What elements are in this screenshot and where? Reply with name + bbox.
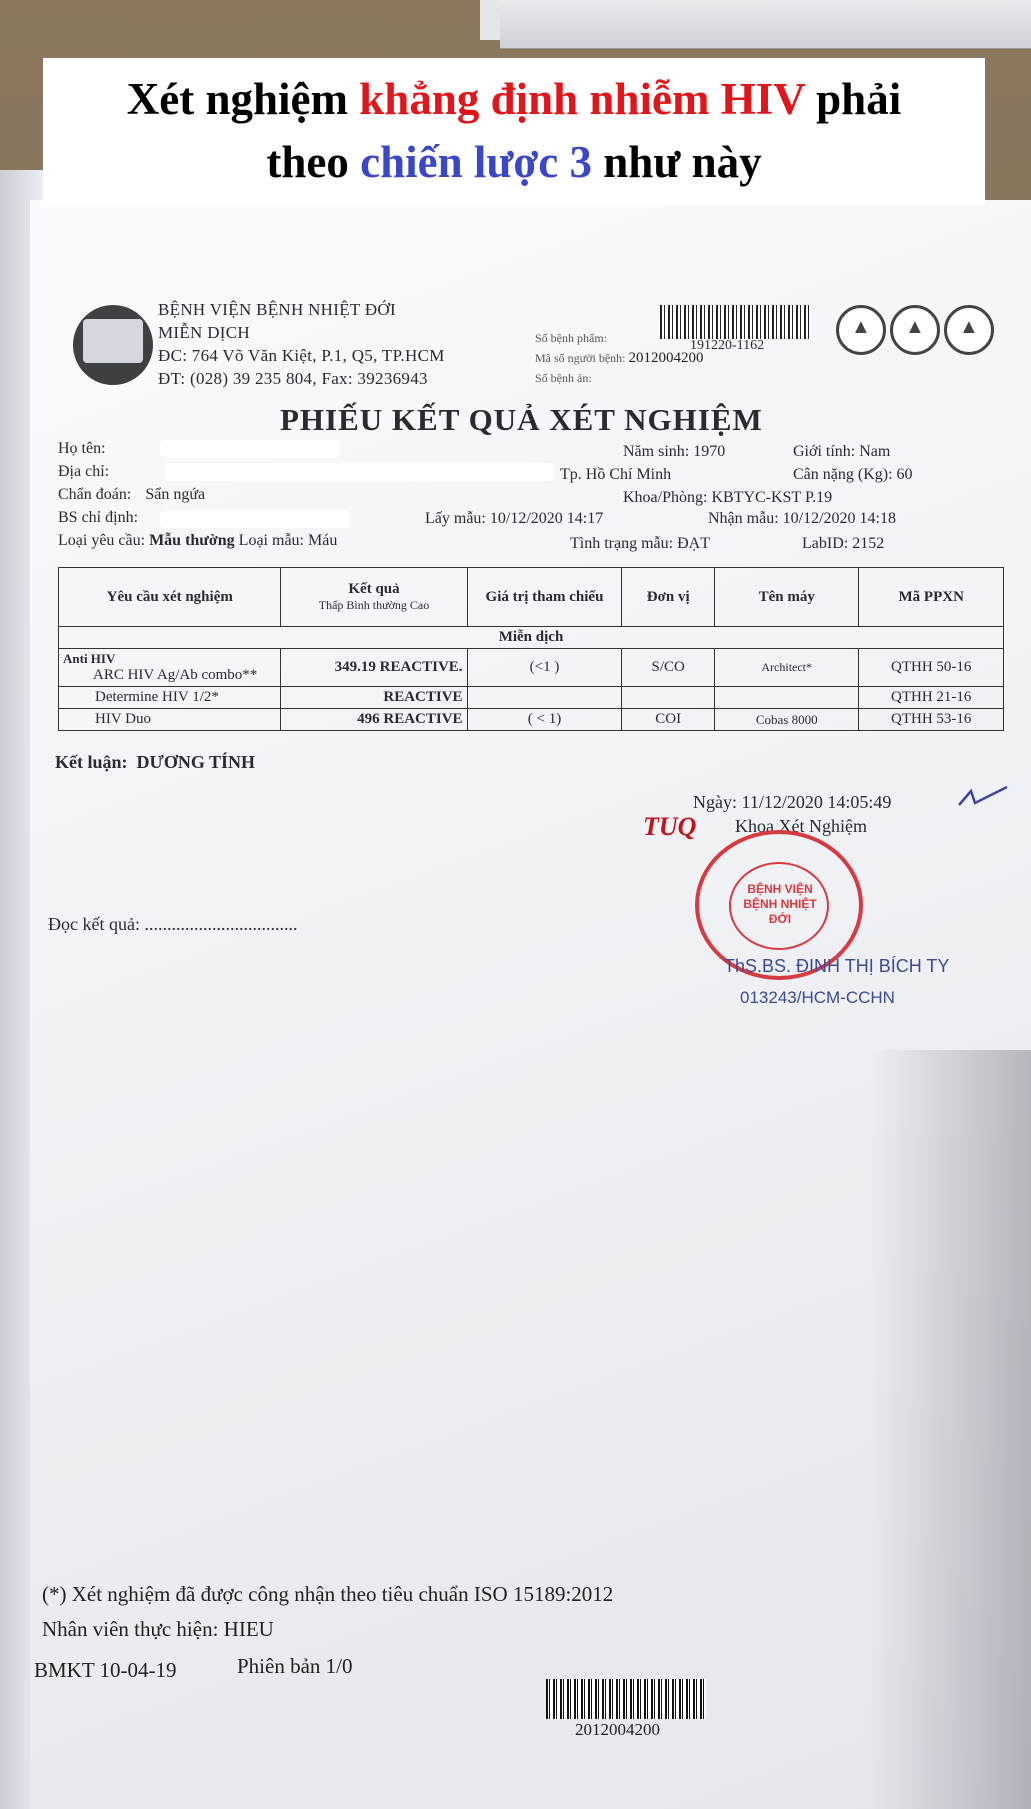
report-title: PHIẾU KẾT QUẢ XÉT NGHIỆM (280, 402, 763, 437)
banner-text: theo (266, 137, 361, 187)
sample-type-label: Loại mẫu: (238, 532, 304, 549)
signature-check-icon (957, 783, 1009, 813)
header-reference: Giá trị tham chiếu (467, 568, 622, 627)
table-row (59, 687, 1004, 709)
weight: Cân nặng (Kg): 60 (793, 466, 913, 483)
sample-type-value: Máu (307, 532, 338, 549)
test-name: ARC HIV Ag/Ab combo** (93, 667, 258, 683)
sample-status: Tình trạng mẫu: ĐẠT (570, 535, 710, 552)
conclusion-value: DƯƠNG TÍNH (136, 752, 256, 772)
ward: Khoa/Phòng: KBTYC-KST P.19 (623, 489, 833, 506)
section-label: Miễn dịch (59, 627, 1004, 649)
result-value: 496 REACTIVE (281, 709, 467, 731)
request-type-value: Mẫu thường (149, 532, 235, 549)
accreditation-seal-icon (890, 305, 940, 355)
banner-text: phải (804, 74, 902, 124)
patient-code: 2012004200 (628, 350, 704, 366)
method-code: QTHH 53-16 (859, 709, 1004, 731)
sample-label: Số bệnh phẩm: (535, 331, 607, 345)
unit-value: S/CO (622, 649, 715, 687)
header-test: Yêu cầu xét nghiệm (59, 568, 281, 627)
table-row (59, 649, 1004, 687)
collected-time: Lấy mẫu: 10/12/2020 14:17 (425, 510, 604, 527)
hospital-phone: ĐT: (028) 39 235 804, Fax: 39236943 (158, 369, 428, 388)
signer-name: ThS.BS. ĐINH THỊ BÍCH TY (724, 956, 950, 976)
hospital-logo (73, 305, 153, 385)
address-label: Địa chỉ: (58, 463, 110, 480)
header-machine: Tên máy (714, 568, 859, 627)
header-result-sub: Thấp Bình thường Cao (318, 598, 430, 612)
test-name: Determine HIV 1/2* (59, 687, 281, 709)
machine-value (714, 687, 859, 709)
header-meta (535, 328, 704, 388)
unit-value (622, 687, 715, 709)
staff-name: Nhân viên thực hiện: HIEU (42, 1617, 274, 1641)
sample-number: 191220-1162 (690, 338, 765, 353)
hospital-header (158, 298, 445, 390)
reference-value: (<1 ) (467, 649, 622, 687)
method-code: QTHH 21-16 (859, 687, 1004, 709)
stamp-text: BỆNH VIỆN BỆNH NHIỆT ĐỚI (743, 882, 817, 926)
doctor-label: BS chỉ định: (58, 509, 139, 526)
patient-barcode (546, 1679, 706, 1719)
case-label: Số bệnh án: (535, 371, 592, 385)
gender: Giới tính: Nam (793, 443, 891, 460)
header-result-label: Kết quả (348, 581, 400, 597)
banner-highlight-blue: chiến lược 3 (360, 137, 593, 187)
hospital-address: ĐC: 764 Võ Văn Kiệt, P.1, Q5, TP.HCM (158, 346, 445, 365)
header-result (281, 568, 467, 627)
hospital-department: MIỄN DỊCH (158, 323, 250, 342)
address-city: Tp. Hồ Chí Minh (560, 466, 672, 483)
banner-highlight-red: khẳng định nhiễm HIV (359, 74, 805, 124)
sign-department: Khoa Xét Nghiệm (735, 816, 867, 836)
sign-date: Ngày: 11/12/2020 14:05:49 (693, 792, 892, 812)
table-header-row (59, 568, 1004, 627)
birth-year: Năm sinh: 1970 (623, 443, 726, 460)
result-value: REACTIVE (281, 687, 467, 709)
reader-line: Đọc kết quả: .................................. (48, 914, 298, 934)
patient-code-label: Mã số người bệnh: (535, 351, 626, 365)
machine-value: Architect* (714, 649, 859, 687)
redacted-name (160, 440, 340, 458)
group-label: Anti HIV (63, 651, 116, 666)
banner-text: như này (592, 137, 762, 187)
result-value: 349.19 REACTIVE. (281, 649, 467, 687)
tuq-mark: TUQ (643, 812, 697, 841)
test-cell (59, 649, 281, 687)
signer-license: 013243/HCM-CCHN (740, 988, 895, 1007)
unit-value: COI (622, 709, 715, 731)
accreditation-seal-icon (836, 305, 886, 355)
redacted-address (165, 463, 555, 481)
name-label: Họ tên: (58, 440, 106, 457)
request-type-label: Loại yêu cầu: (58, 532, 146, 549)
conclusion (55, 752, 255, 773)
caption-banner (43, 58, 985, 205)
sheet-shadow (870, 1050, 1031, 1809)
form-version: Phiên bản 1/0 (237, 1654, 353, 1678)
test-name: HIV Duo (59, 709, 281, 731)
hospital-name: BỆNH VIỆN BỆNH NHIỆT ĐỚI (158, 300, 396, 319)
results-table (58, 567, 1004, 731)
banner-line-1 (43, 68, 985, 131)
header-method-code: Mã PPXN (859, 568, 1004, 627)
reference-value (467, 687, 622, 709)
header-unit: Đơn vị (622, 568, 715, 627)
lab-id: LabID: 2152 (802, 535, 885, 552)
form-code: BMKT 10-04-19 (34, 1658, 177, 1682)
redacted-doctor (160, 510, 350, 528)
table-row (59, 709, 1004, 731)
method-code: QTHH 50-16 (859, 649, 1004, 687)
iso-note: (*) Xét nghiệm đã được công nhận theo tiêu chuẩn ISO 15189:2012 (42, 1582, 614, 1606)
background-paper-stack (500, 0, 1031, 49)
diagnosis-value: Sẩn ngứa (145, 486, 206, 503)
section-row (59, 627, 1004, 649)
diagnosis-label: Chẩn đoán: (58, 486, 132, 503)
received-time: Nhận mẫu: 10/12/2020 14:18 (708, 510, 896, 527)
patient-barcode-number: 2012004200 (575, 1720, 660, 1739)
banner-line-2 (43, 131, 985, 194)
conclusion-label: Kết luận: (55, 752, 128, 772)
banner-text: Xét nghiệm (126, 74, 360, 124)
machine-value: Cobas 8000 (714, 709, 859, 731)
accreditation-seal-icon (944, 305, 994, 355)
reference-value: ( < 1) (467, 709, 622, 731)
